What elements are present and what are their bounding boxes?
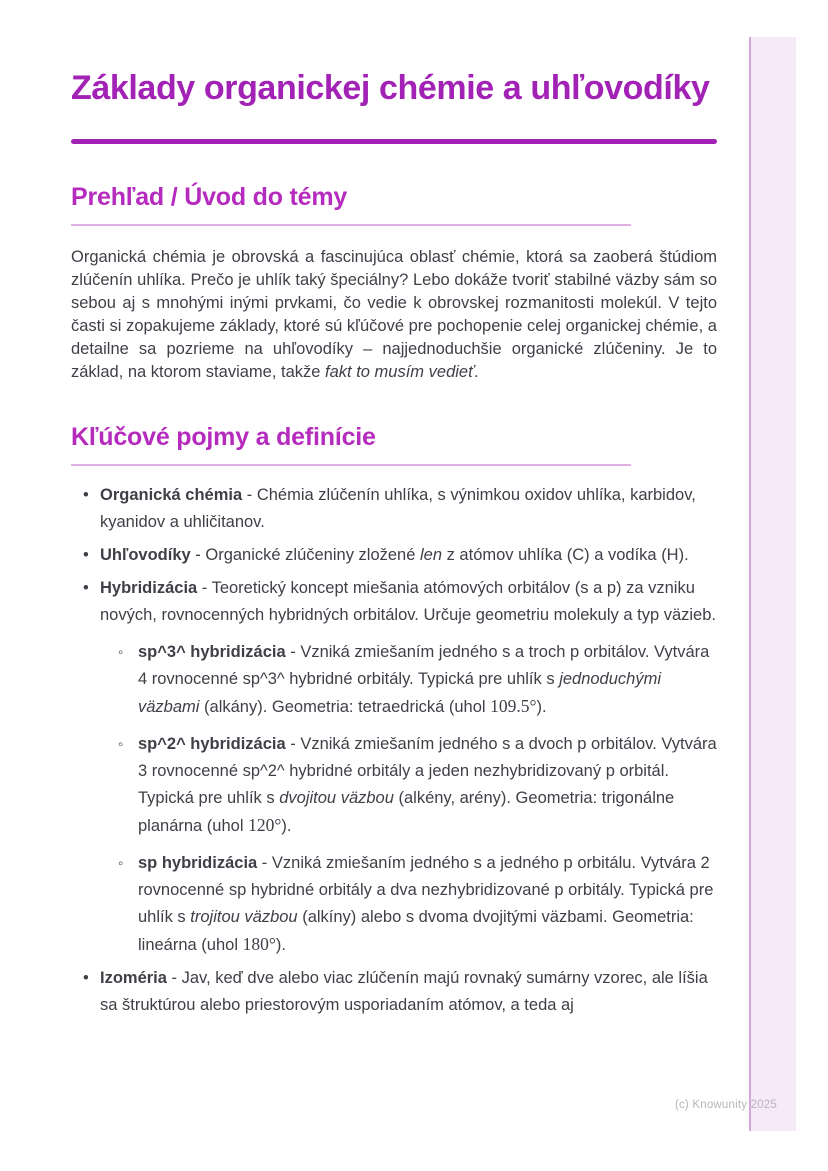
section-heading-key-concepts: Kľúčové pojmy a definície <box>71 423 376 451</box>
text-segment: ). <box>281 817 292 835</box>
text-segment: fakt to musím vedieť <box>325 363 474 381</box>
title-divider-rule <box>71 139 717 144</box>
document-content <box>71 0 717 1019</box>
sublist <box>100 639 717 959</box>
text-segment: len <box>419 546 443 564</box>
text-segment: z atómov uhlíka (C) a vodíka (H). <box>442 546 689 564</box>
text-segment: Izoméria <box>100 969 167 987</box>
text-segment: (alkány). Geometria: tetraedrická (uhol <box>199 698 491 716</box>
text-segment: sp^3^ hybridizácia <box>138 643 286 661</box>
text-segment: - Chémia zlúčenín uhlíka, s výnimkou oxidov uhlíka, karbidov, kyanidov a uhličitanov. <box>100 486 696 531</box>
text-segment: ). <box>536 698 547 716</box>
text-segment: 109.5° <box>490 696 537 716</box>
list-item <box>71 482 717 536</box>
page-accent-strip <box>749 37 796 1131</box>
list-item <box>71 575 717 959</box>
text-segment: Hybridizácia <box>100 579 198 597</box>
text-segment: - Organické zlúčeniny zložené <box>190 546 420 564</box>
text-segment: sp^2^ hybridizácia <box>138 735 286 753</box>
text-segment: trojitou väzbou <box>190 908 298 926</box>
text-segment: 180° <box>242 934 276 954</box>
text-segment: Organická chémia <box>100 486 243 504</box>
section-underline <box>71 464 631 466</box>
text-segment: Organická chémia je obrovská a fascinujúca oblasť chémie, ktorá sa zaoberá štúdiom zlúčenín uhlíka. Prečo je uhlík taký špeciálny? Lebo dokáže tvoriť stabilné väzby sám so sebou aj s mnohými inými prvkami, čo vedie k obrovskej rozmanitosti molekúl. V tejto časti si zopakujeme základy, ktoré sú kľúčové pre pochopenie celej organickej chémie, a detailne sa pozrieme na uhľovodíky – najjednoduchšie organické zlúčeniny. Je to základ, na ktorom staviame, takže <box>71 248 717 381</box>
list-item <box>71 542 717 569</box>
sublist-item <box>100 731 717 840</box>
text-segment: ). <box>275 936 286 954</box>
text-segment: dvojitou väzbou <box>279 789 394 807</box>
intro-paragraph <box>71 246 717 384</box>
section-heading-overview: Prehľad / Úvod do témy <box>71 183 348 211</box>
page-title: Základy organickej chémie a uhľovodíky <box>71 69 710 107</box>
text-segment: 120° <box>248 815 282 835</box>
sublist-item <box>100 639 717 721</box>
text-segment: - Vzniká zmiešaním jedného s a dvoch p orbitálov. Vytvára 3 rovnocenné sp^2^ hybridné orbitály a jeden nezhybridizovaný p orbitál. Typická pre uhlík s <box>138 735 717 807</box>
text-segment: - Vzniká zmiešaním jedného s a troch p orbitálov. Vytvára 4 rovnocenné sp^3^ hybridné orbitály. Typická pre uhlík s <box>138 643 710 688</box>
text-segment: sp hybridizácia <box>138 854 258 872</box>
list-item <box>71 965 717 1019</box>
text-segment: (alkíny) alebo s dvoma dvojitými väzbami. Geometria: lineárna (uhol <box>138 908 694 954</box>
copyright-note: (c) Knowunity 2025 <box>674 1099 777 1111</box>
text-segment: (alkény, arény). Geometria: trigonálne planárna (uhol <box>138 789 675 835</box>
concepts-list <box>71 482 717 1019</box>
text-segment: . <box>473 363 479 381</box>
text-segment: - Jav, keď dve alebo viac zlúčenín majú rovnaký sumárny vzorec, ale líšia sa štruktúrou alebo priestorovým usporiadaním atómov, a teda aj <box>100 969 708 1014</box>
text-segment: - Teoretický koncept miešania atómových orbitálov (s a p) za vzniku nových, rovnocenných hybridných orbitálov. Určuje geometriu molekuly a typ väzieb. <box>100 579 716 624</box>
sublist-item <box>100 850 717 959</box>
section-underline <box>71 224 631 226</box>
text-segment: Uhľovodíky <box>100 546 191 564</box>
text-segment: - Vzniká zmiešaním jedného s a jedného p orbitálu. Vytvára 2 rovnocenné sp hybridné orbitály a dva nezhybridizované p orbitály. Typická pre uhlík s <box>138 854 714 926</box>
text-segment: jednoduchými väzbami <box>138 670 661 716</box>
